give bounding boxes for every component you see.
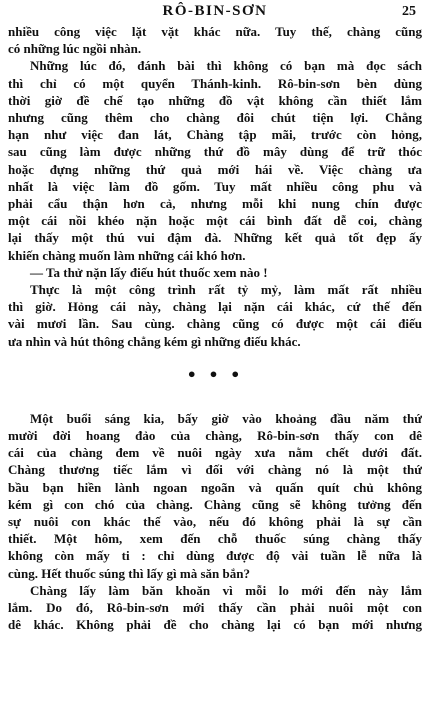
paragraph [8, 410, 422, 582]
text-line: có những lúc ngồi nhàn. [8, 41, 142, 57]
text-line: bầu bạn hiền lành ngoan ngoãn và quấn quít chủ không [8, 479, 422, 495]
text-line: nhất là việc làm đồ gốm. Tuy mất nhiều công phu và [8, 178, 422, 194]
paragraph [8, 57, 422, 263]
text-line: thì giờ. Hỏng cái này, chàng lại nặn cái khác, cứ thế đến [8, 299, 422, 315]
text-line: thiết. Một hôm, xem đến chỗ thuốc súng chàng thấy [8, 531, 422, 547]
text-line: sự nuôi con khác thế vào, nếu đó không phải là sự cần [8, 514, 422, 530]
text-line: khiến chàng muốn làm những cái khó hơn. [8, 247, 246, 263]
text-line: sau cũng làm được những thứ đồ mây dùng để trữ thóc [8, 144, 422, 160]
paragraph [8, 23, 422, 57]
text-line: lắm. Do đó, Rô-bin-sơn mới thấy cần phải nuôi một con [8, 600, 422, 616]
text-line: Chàng lấy làm băn khoăn vì mỗi lo mới đến này lắm [30, 582, 422, 598]
text-line: hạn như việc đan lát, Chàng tập mãi, trước còn hỏng, [8, 127, 422, 143]
text-section-2 [8, 410, 422, 634]
running-header [8, 0, 422, 23]
text-line: mười đời hoang đảo của chàng, Rô-bin-sơn thấy con dê [8, 428, 422, 444]
text-line: kém gì con chó của chàng. Chàng cũng sẽ không tưởng đến [8, 496, 422, 512]
text-line: ưa nhìn và hút thông chẳng kém gì những điếu khác. [8, 333, 301, 349]
paragraph [8, 582, 422, 634]
paragraph [8, 264, 422, 281]
text-line: lại thấy một thú vui đậm đà. Những kết quả tốt đẹp ấy [8, 230, 422, 246]
text-line: cùng. Hết thuốc súng thì lấy gì mà săn bắn? [8, 565, 250, 581]
text-line: dê khác. Không phải đề cho chàng lại có bạn mới nhưng [8, 617, 422, 633]
text-line: hoặc đựng những thứ quả mới hái về. Việc chàng ưa [8, 161, 422, 177]
text-section-1 [8, 23, 422, 350]
paragraph [8, 281, 422, 350]
text-line: nhiều công việc lặt vặt khác nữa. Tuy thế, chàng cũng [8, 24, 422, 39]
text-line: nhưng cũng thêm cho chàng đôi chút tiện lợi. Chẳng [8, 110, 422, 126]
text-line: phải cẩu thận hơn cả, nhưng mỗi khi nung chín được [8, 196, 422, 212]
text-line: Những lúc đó, đánh bài thì không có bạn mà đọc sách [30, 58, 422, 74]
text-line: không còn mấy ti : chỉ dùng được độ vài tuần lễ nữa là [8, 548, 422, 564]
text-line: Chàng thương tiếc lắm vì đối với chàng nó là một thứ [8, 462, 422, 478]
page-number: 25 [402, 4, 416, 19]
text-line: — Ta thử nặn lấy điếu hút thuốc xem nào ! [30, 264, 268, 280]
text-line: một cái nồi khéo nặn hoặc một cái bình đất dễ coi, chàng [8, 213, 422, 229]
text-line: cái của chàng đem về nuôi ngày xưa nằm chết dưới đất. [8, 445, 422, 461]
section-separator: • • • [186, 364, 244, 384]
text-line: thời giờ đề chế tạo những đồ vật không cần thiết lắm [8, 92, 422, 108]
text-line: Một buổi sáng kia, bấy giờ vào khoảng đầu năm thứ [30, 410, 422, 426]
running-title: RÔ-BIN-SƠN [162, 3, 268, 19]
text-line: vài mươi lần. Sau cùng. chàng cũng có được một cái điếu [8, 316, 422, 332]
text-line: Thực là một công trình rất tỷ mỷ, làm mất rất nhiều [30, 282, 422, 298]
text-line: thì chỉ có một quyển Thánh-kinh. Rô-bin-sơn bèn dùng [8, 75, 422, 91]
